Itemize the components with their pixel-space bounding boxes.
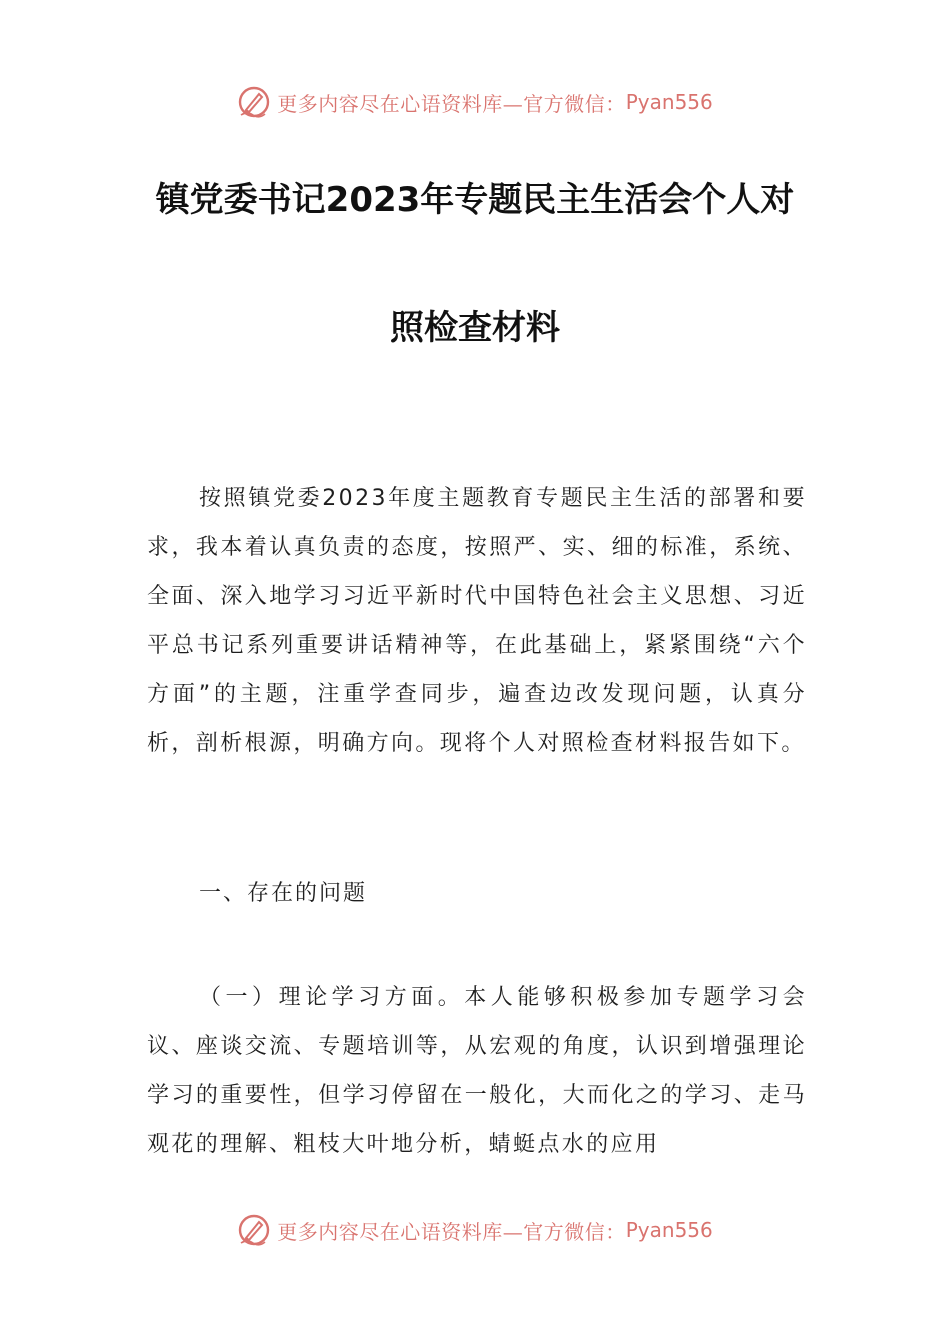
intro-paragraph: 按照镇党委2023年度主题教育专题民主生活的部署和要求，我本着认真负责的态度，按照严、实、细的标准，系统、全面、深入地学习习近平新时代中国特色社会主义思想、习近平总书记系列重要讲话精神等，在此基础上，紧紧围绕“六个方面”的主题，注重学查同步，遍查边改发现问题，认真分析，剖析根源，明确方向。现将个人对照检查材料报告如下。 [147, 486, 807, 756]
section-heading: 一、存在的问题 [199, 881, 368, 906]
footer-watermark [0, 1210, 950, 1250]
pen-logo-icon [237, 1213, 271, 1247]
watermark-text: 更多内容尽在心语资料库—官方微信： [277, 1219, 626, 1244]
header-watermark [0, 82, 950, 122]
watermark-wechat-id: Pyan556 [625, 1218, 713, 1242]
pen-logo-icon [237, 85, 271, 119]
document-title-line-2: 照检查材料 [390, 308, 560, 348]
document-title-line-1: 镇党委书记2023年专题民主生活会个人对 [155, 180, 795, 220]
section-paragraph: （一）理论学习方面。本人能够积极参加专题学习会议、座谈交流、专题培训等，从宏观的角度，认识到增强理论学习的重要性，但学习停留在一般化，大而化之的学习、走马观花的理解、粗枝大叶地分析，蜻蜓点水的应用 [147, 985, 807, 1157]
watermark-wechat-id: Pyan556 [625, 90, 713, 114]
watermark-text: 更多内容尽在心语资料库—官方微信： [277, 91, 626, 116]
